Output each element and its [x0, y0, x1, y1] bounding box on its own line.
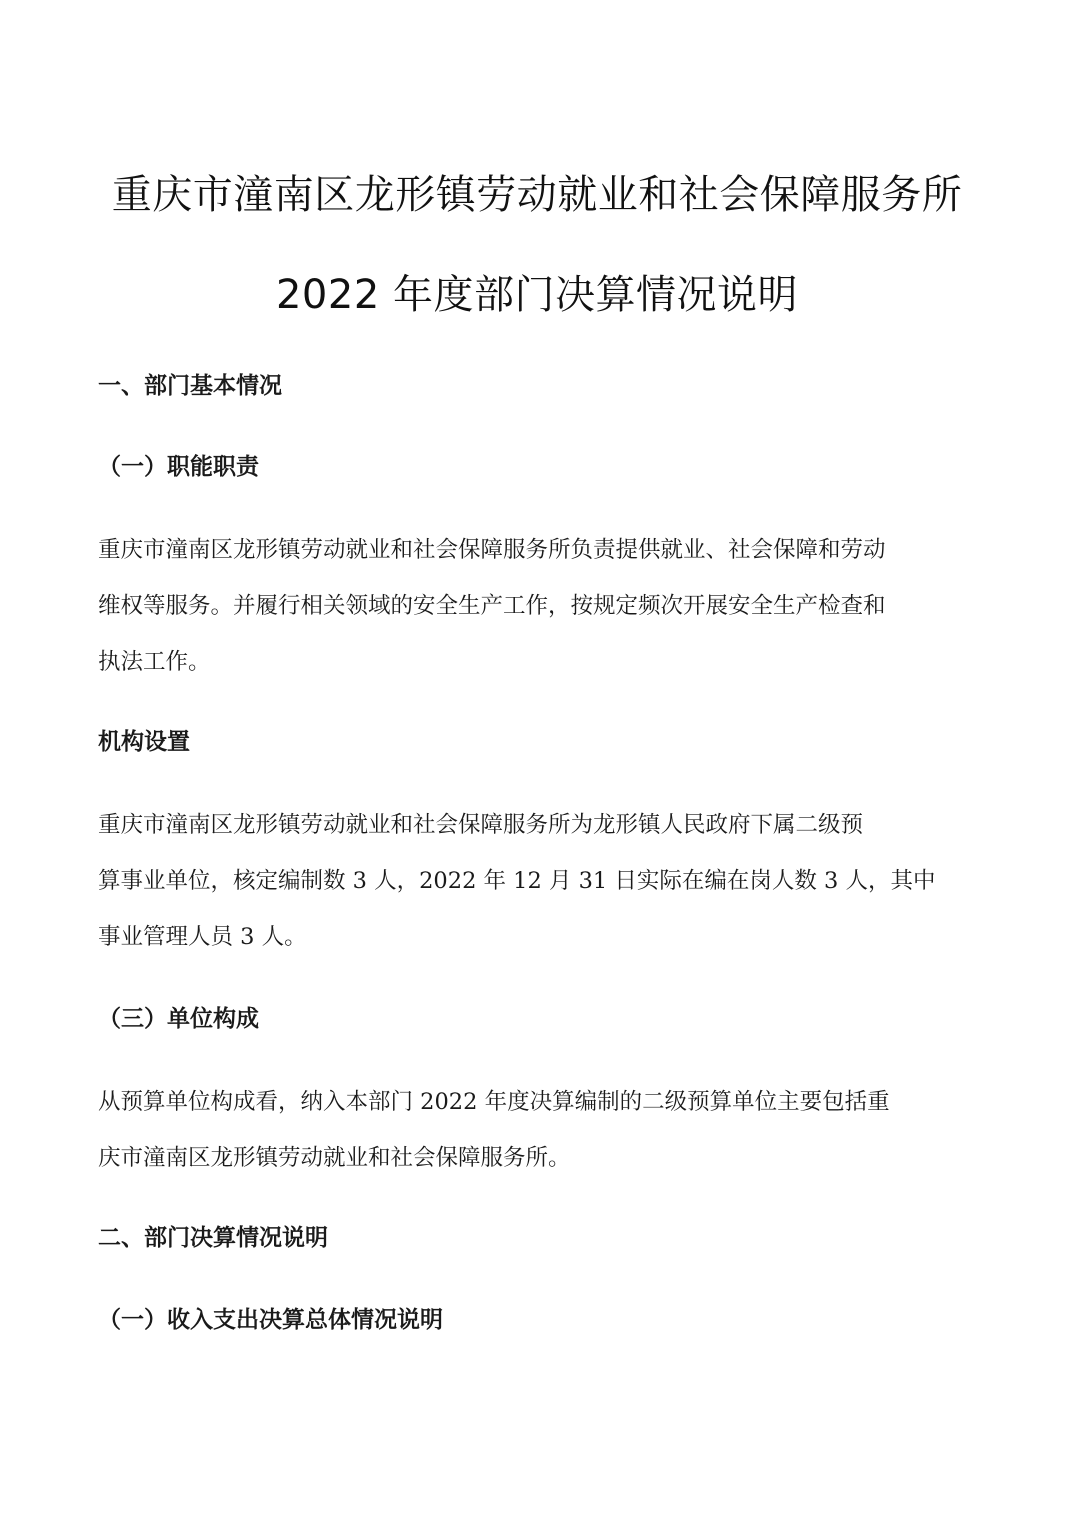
document-title-line1: 重庆市潼南区龙形镇劳动就业和社会保障服务所	[111, 172, 963, 218]
subsection-heading-unit-composition: （三）单位构成	[98, 1006, 259, 1032]
subsection-heading-income-expenditure: （一）收入支出决算总体情况说明	[98, 1307, 443, 1333]
subsection-heading-functions: （一）职能职责	[98, 454, 259, 480]
document-title-line2: 2022 年度部门决算情况说明	[275, 272, 798, 318]
paragraph-functions	[98, 522, 978, 690]
paragraph-line: 执法工作。	[98, 649, 211, 675]
paragraph-unit-composition	[98, 1074, 978, 1186]
paragraph-line: 维权等服务。并履行相关领域的安全生产工作，按规定频次开展安全生产检查和	[98, 593, 886, 619]
paragraph-line: 算事业单位，核定编制数 3 人，2022 年 12 月 31 日实际在编在岗人数 3 人，其中	[98, 868, 936, 894]
paragraph-line: 事业管理人员 3 人。	[98, 924, 307, 950]
paragraph-line: 重庆市潼南区龙形镇劳动就业和社会保障服务所为龙形镇人民政府下属二级预	[98, 812, 864, 838]
section-heading-final-accounts: 二、部门决算情况说明	[98, 1225, 328, 1251]
subsection-heading-organization: 机构设置	[98, 729, 190, 755]
paragraph-organization	[98, 797, 978, 965]
section-heading-basic-info: 一、部门基本情况	[98, 373, 282, 399]
paragraph-line: 从预算单位构成看，纳入本部门 2022 年度决算编制的二级预算单位主要包括重	[98, 1089, 890, 1115]
paragraph-line: 重庆市潼南区龙形镇劳动就业和社会保障服务所负责提供就业、社会保障和劳动	[98, 537, 886, 563]
paragraph-line: 庆市潼南区龙形镇劳动就业和社会保障服务所。	[98, 1145, 571, 1171]
